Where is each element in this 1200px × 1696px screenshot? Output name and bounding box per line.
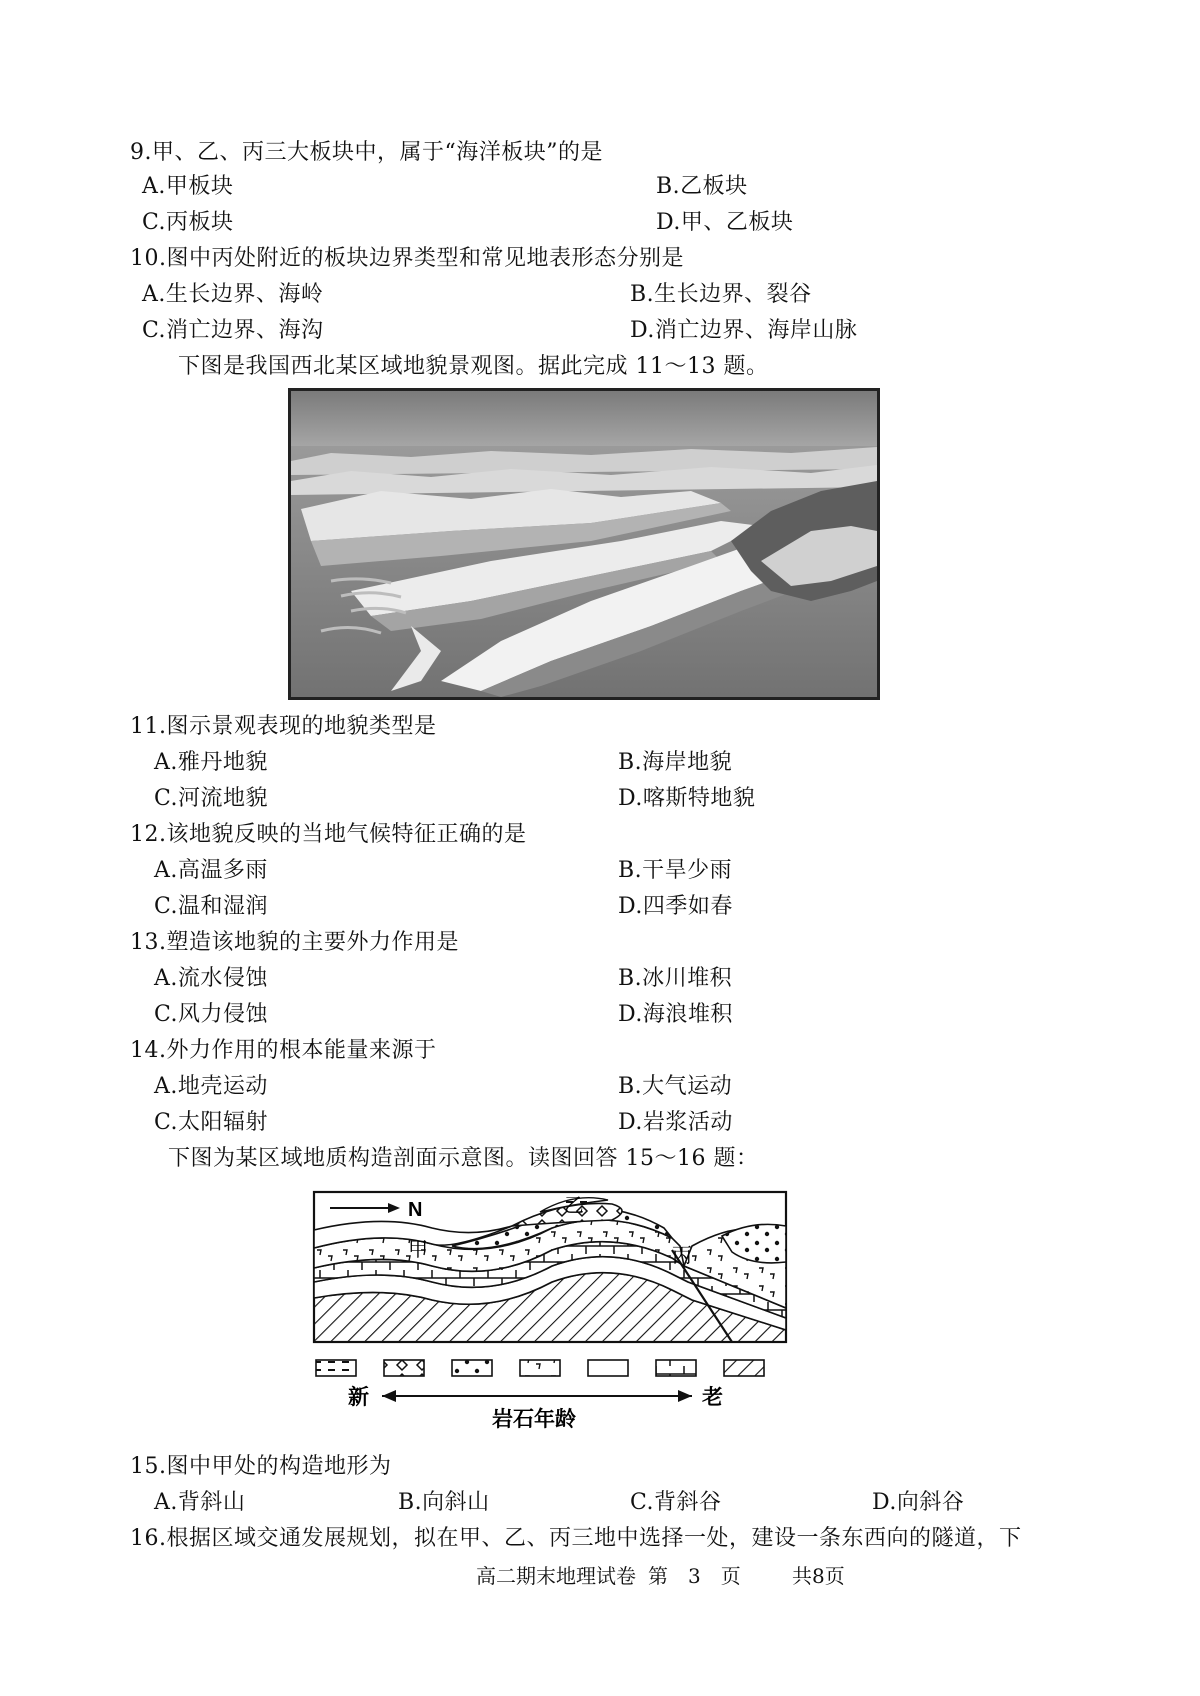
q9-option-a: A.甲板块 bbox=[142, 174, 234, 199]
question-16-stem: 16.根据区域交通发展规划，拟在甲、乙、丙三地中选择一处，建设一条东西向的隧道，下 bbox=[130, 1526, 1022, 1551]
q12-option-d: D.四季如春 bbox=[618, 894, 733, 919]
intro-15-16: 下图为某区域地质构造剖面示意图。读图回答 15～16 题： bbox=[168, 1146, 759, 1171]
q9-option-b: B.乙板块 bbox=[656, 174, 748, 199]
question-12-stem: 12.该地貌反映的当地气候特征正确的是 bbox=[130, 822, 527, 847]
q15-option-a: A.背斜山 bbox=[154, 1490, 246, 1515]
q10-option-b: B.生长边界、裂谷 bbox=[630, 282, 812, 307]
question-9-stem: 9.甲、乙、丙三大板块中，属于“海洋板块”的是 bbox=[130, 140, 603, 165]
q14-option-d: D.岩浆活动 bbox=[618, 1110, 733, 1135]
legend-swatch-1 bbox=[316, 1360, 356, 1376]
legend-swatch-7 bbox=[724, 1360, 764, 1376]
legend-swatch-5 bbox=[588, 1360, 628, 1376]
label-jia: 甲 bbox=[408, 1237, 428, 1261]
landform-photo bbox=[288, 388, 880, 700]
q14-option-a: A.地壳运动 bbox=[154, 1074, 268, 1099]
legend bbox=[316, 1360, 764, 1376]
footer-exam-title: 高二期末地理试卷 bbox=[476, 1564, 636, 1588]
q15-option-d: D.向斜谷 bbox=[872, 1490, 965, 1515]
legend-old: 老 bbox=[702, 1384, 723, 1409]
legend-swatch-3 bbox=[452, 1360, 492, 1376]
legend-swatch-4 bbox=[520, 1360, 560, 1376]
footer-page-number: 第 3 页 bbox=[648, 1564, 741, 1588]
legend-new: 新 bbox=[348, 1384, 369, 1409]
yardang-landscape-image bbox=[291, 391, 877, 697]
q14-option-c: C.太阳辐射 bbox=[154, 1110, 269, 1135]
label-bing: 丙 bbox=[672, 1243, 692, 1267]
label-yi: 乙 bbox=[564, 1193, 584, 1217]
legend-axis-label: 岩石年龄 bbox=[492, 1406, 576, 1430]
question-15-stem: 15.图中甲处的构造地形为 bbox=[130, 1454, 392, 1479]
legend-swatch-6 bbox=[656, 1360, 696, 1376]
q12-option-a: A.高温多雨 bbox=[154, 858, 268, 883]
q11-option-a: A.雅丹地貌 bbox=[154, 750, 268, 775]
q11-option-c: C.河流地貌 bbox=[154, 786, 269, 811]
q10-option-d: D.消亡边界、海岸山脉 bbox=[630, 318, 858, 343]
question-10-stem: 10.图中丙处附近的板块边界类型和常见地表形态分别是 bbox=[130, 246, 684, 271]
q10-option-c: C.消亡边界、海沟 bbox=[142, 318, 324, 343]
q11-option-b: B.海岸地貌 bbox=[618, 750, 733, 775]
q9-option-c: C.丙板块 bbox=[142, 210, 234, 235]
q12-option-c: C.温和湿润 bbox=[154, 894, 269, 919]
q13-option-c: C.风力侵蚀 bbox=[154, 1002, 269, 1027]
q13-option-a: A.流水侵蚀 bbox=[154, 966, 268, 991]
question-13-stem: 13.塑造该地貌的主要外力作用是 bbox=[130, 930, 459, 955]
footer-total-pages: 共8页 bbox=[792, 1564, 845, 1588]
q13-option-d: D.海浪堆积 bbox=[618, 1002, 733, 1027]
q13-option-b: B.冰川堆积 bbox=[618, 966, 733, 991]
question-11-stem: 11.图示景观表现的地貌类型是 bbox=[130, 714, 437, 739]
q10-option-a: A.生长边界、海岭 bbox=[142, 282, 324, 307]
q9-option-d: D.甲、乙板块 bbox=[656, 210, 794, 235]
q12-option-b: B.干旱少雨 bbox=[618, 858, 733, 883]
geologic-section-diagram bbox=[312, 1190, 842, 1430]
north-label: N bbox=[408, 1199, 423, 1221]
intro-11-13: 下图是我国西北某区域地貌景观图。据此完成 11～13 题。 bbox=[178, 354, 769, 379]
question-14-stem: 14.外力作用的根本能量来源于 bbox=[130, 1038, 437, 1063]
q11-option-d: D.喀斯特地貌 bbox=[618, 786, 756, 811]
q14-option-b: B.大气运动 bbox=[618, 1074, 733, 1099]
q15-option-b: B.向斜山 bbox=[398, 1490, 490, 1515]
legend-swatch-2 bbox=[384, 1360, 424, 1376]
q15-option-c: C.背斜谷 bbox=[630, 1490, 722, 1515]
